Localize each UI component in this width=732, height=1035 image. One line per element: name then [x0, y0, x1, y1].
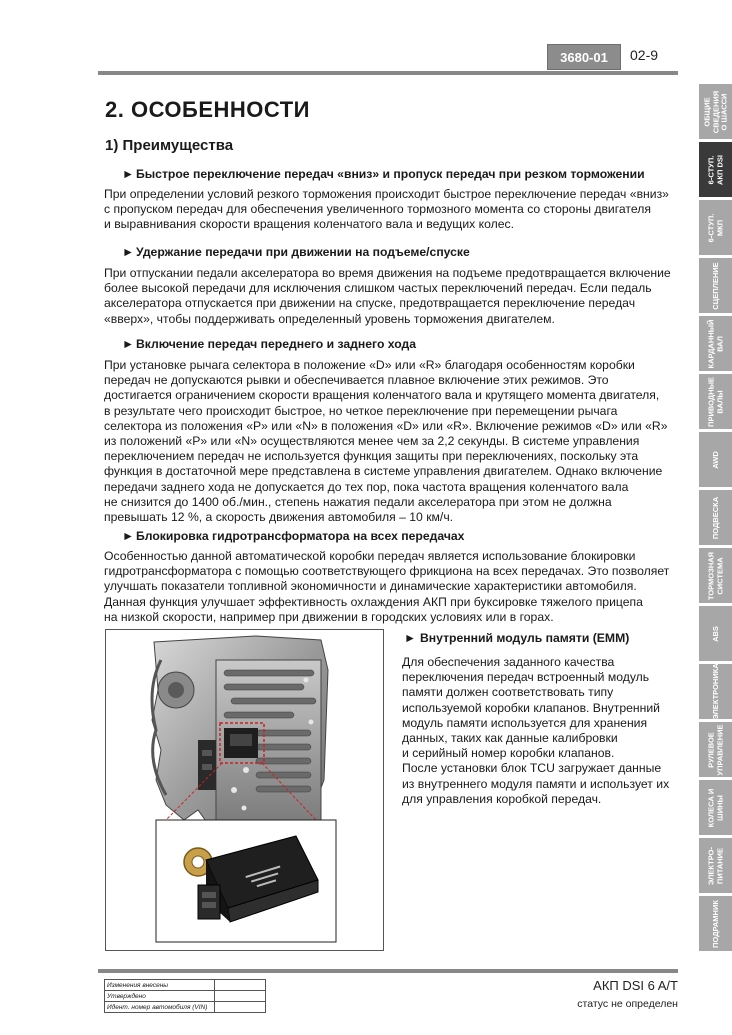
valve-body-figure	[105, 629, 384, 951]
revision-label-vin: Идент. номер автомобиля (VIN)	[105, 1002, 215, 1013]
revision-table	[104, 979, 266, 1013]
section-subtitle: 1) Преимущества	[105, 137, 234, 154]
revision-value-approved	[215, 991, 266, 1002]
side-tab-chassis[interactable]: ОБЩИЕ СВЕДЕНИЯ О ШАССИ	[699, 84, 732, 139]
side-tab-driveshaft[interactable]: КАРДАННЫЙ ВАЛ	[699, 316, 732, 371]
feature-heading-lockup: ► Блокировка гидротрансформатора на всех передачах	[122, 529, 465, 543]
side-tab-subframe[interactable]: ПОДРАМНИК	[699, 896, 732, 951]
side-tab-electronics[interactable]: ЭЛЕКТРОНИКА	[699, 664, 732, 719]
side-tab-brakes[interactable]: ТОРМОЗНАЯ СИСТЕМА	[699, 548, 732, 603]
page-number: 02-9	[630, 47, 659, 63]
document-status: статус не определен	[577, 998, 678, 1010]
feature-text-drive-reverse: При установке рычага селектора в положение «D» или «R» благодаря особенностям коробки передач не допускаются рывки и обеспечивается плавное включение этих режимов. Это достигается ограничением скорости вращения коленчатого вала и крутящего момента двигателя, в результате чего происходит быстрое, но четкое переключение при перемещении рычага селектора из положения «P» или «N» в положения «D» или «R». Включение режимов «D» или «R» из положений «P» или «N» осуществляются менее чем за 2,2 секунды. В системе управления переключением передач не используется функция защиты при переключениях, поскольку эта функция в достаточной мере представлена в системе управления двигателем. Однако включение передачи заднего хода не допускается до тех пор, пока частота вращения коленчатого вала не снизится до 1400 об./мин., степень нажатия педали акселератора при этом не должна превышать 12 %, а скорость движения автомобиля – 10 км/ч.	[104, 358, 668, 525]
feature-heading-hill-hold: ► Удержание передачи при движении на подъеме/спуске	[122, 245, 470, 259]
side-tab-mkp[interactable]: 6-СТУП. МКП	[699, 200, 732, 255]
side-tab-awd[interactable]: AWD	[699, 432, 732, 487]
revision-value-vin	[215, 1002, 266, 1013]
revision-value-changes	[215, 980, 266, 991]
side-tab-abs[interactable]: ABS	[699, 606, 732, 661]
side-tab-bar	[699, 84, 732, 954]
right-triangle-icon: ►	[122, 245, 135, 259]
side-tab-akp-dsi[interactable]: 6-СТУП. АКП DSI	[699, 142, 732, 197]
section-code-badge: 3680-01	[547, 44, 621, 70]
bottom-divider	[98, 969, 678, 973]
feature-heading-downshift: ► Быстрое переключение передач «вниз» и пропуск передач при резком торможении	[122, 167, 645, 181]
top-divider	[98, 71, 678, 75]
right-triangle-icon: ►	[404, 631, 417, 645]
feature-heading-drive-reverse: ► Включение передач переднего и заднего хода	[122, 337, 417, 351]
right-triangle-icon: ►	[122, 167, 135, 181]
revision-label-approved: Утверждено	[105, 991, 215, 1002]
side-tab-wheels[interactable]: КОЛЕСА И ШИНЫ	[699, 780, 732, 835]
document-title: АКП DSI 6 A/T	[593, 978, 678, 993]
feature-text-hill-hold: При отпускании педали акселератора во время движения на подъеме предотвращается включение более высокой передачи для исключения слишком частых переключений передач. Если педаль акселератора отпускается при движении на спуске, предотвращается переключение передач «вверх», чтобы поддерживать определенный уровень торможения двигателем.	[104, 266, 671, 326]
right-triangle-icon: ►	[122, 529, 135, 543]
side-tab-suspension[interactable]: ПОДВЕСКА	[699, 490, 732, 545]
page-title: 2. ОСОБЕННОСТИ	[105, 97, 310, 122]
feature-text-lockup: Особенностью данной автоматической коробки передач является использование блокировки гидротрансформатора с помощью соответствующего фрикциона на всех передачах. Это позволяет улучшать показатели топливной экономичности и динамические характеристики автомобиля. Данная функция улучшает эффективность охлаждения АКП при буксировке тяжелого прицепа на низкой скорости, например при движении в городских условиях или в горах.	[104, 549, 670, 624]
right-triangle-icon: ►	[122, 337, 135, 351]
feature-text-downshift: При определении условий резкого торможения происходит быстрое переключение передач «вниз» с пропуском передач для обеспечения увеличенного тормозного момента со стороны двигателя и выравнивания скорости вращения коленчатого вала и ведущих колес.	[104, 187, 669, 232]
transmission-illustration	[106, 630, 384, 951]
side-tab-power[interactable]: ЭЛЕКТРО- ПИТАНИЕ	[699, 838, 732, 893]
side-tab-steering[interactable]: РУЛЕВОЕ УПРАВЛЕНИЕ	[699, 722, 732, 777]
emm-heading: ► Внутренний модуль памяти (EMM)	[404, 631, 630, 645]
side-tab-axle-shafts[interactable]: ПРИВОДНЫЕ ВАЛЫ	[699, 374, 732, 429]
side-tab-clutch[interactable]: СЦЕПЛЕНИЕ	[699, 258, 732, 313]
revision-label-changes: Изменения внесены	[105, 980, 215, 991]
emm-text: Для обеспечения заданного качества переключения передач встроенный модуль памяти должен соответствовать типу используемой коробки клапанов. Внутренний модуль памяти используется для хранения данных, таких как данные калибровки и серийный номер коробки клапанов. После установки блок TCU загружает данные из внутреннего модуля памяти и использует их для управления коробкой передач.	[402, 655, 670, 806]
emm-description	[402, 631, 692, 807]
